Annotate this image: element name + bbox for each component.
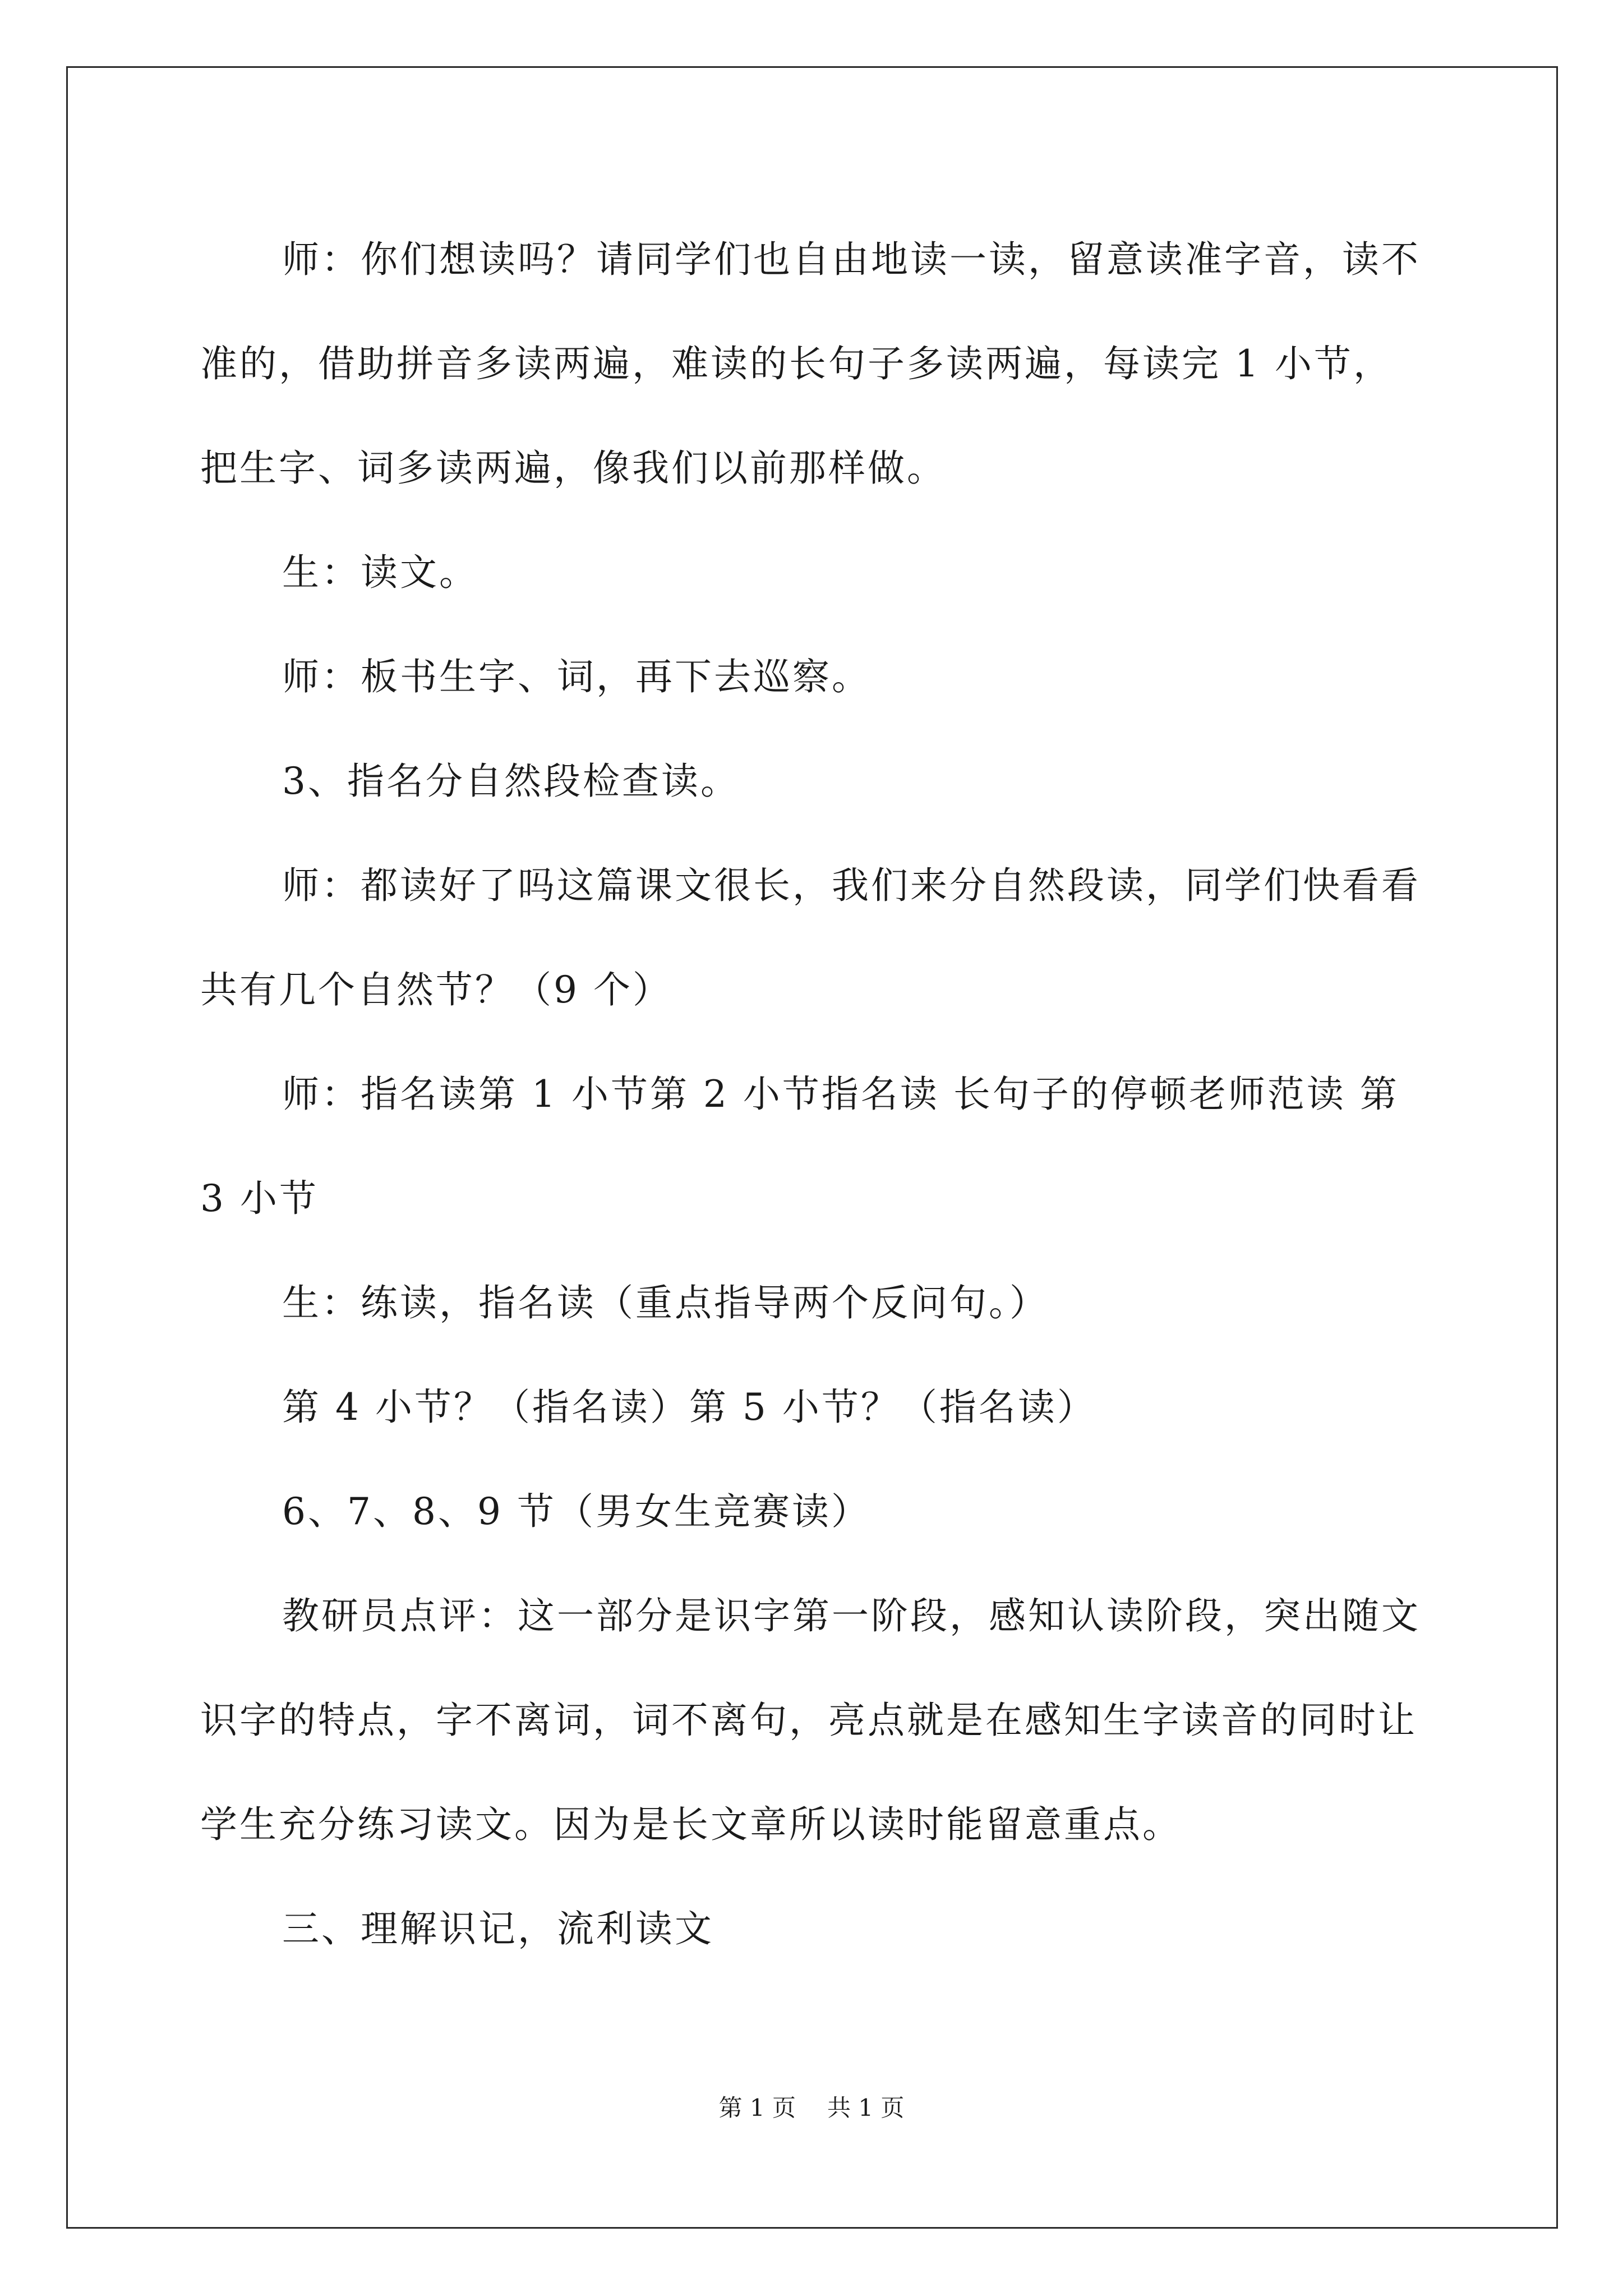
page-number: 第 1 页 [718,2094,796,2122]
paragraph-4: 3、指名分自然段检查读。 [282,760,740,803]
paragraph-9: 6、7、8、9 节（男女生竞赛读） [282,1490,870,1533]
document-body [200,208,1428,1981]
paragraph-5: 师：都读好了吗这篇课文很长，我们来分自然段读，同学们快看看共有几个自然节？（9 个） [200,864,1421,1011]
page-total: 共 1 页 [827,2094,905,2122]
paragraph-1: 师：你们想读吗？请同学们也自由地读一读，留意读准字音，读不准的，借助拼音多读两遍，难读的长句子多读两遍，每读完 1 小节，把生字、词多读两遍，像我们以前那样做。 [200,238,1421,490]
paragraph-3: 师：板书生字、词，再下去巡察。 [282,655,871,698]
paragraph-6: 师：指名读第 1 小节第 2 小节指名读 长句子的停顿老师范读 第 3 小节 [200,1073,1399,1220]
paragraph-10: 教研员点评：这一部分是识字第一阶段，感知认读阶段，突出随文识字的特点，字不离词，词不离句，亮点就是在感知生字读音的同时让学生充分练习读文。因为是长文章所以读时能留意重点。 [200,1594,1421,1846]
paragraph-11: 三、理解识记，流利读文 [282,1907,714,1950]
page-footer [0,2090,1623,2123]
paragraph-8: 第 4 小节？（指名读）第 5 小节？（指名读） [282,1386,1096,1429]
paragraph-2: 生：读文。 [282,551,478,594]
paragraph-7: 生：练读，指名读（重点指导两个反问句。） [282,1281,1049,1324]
